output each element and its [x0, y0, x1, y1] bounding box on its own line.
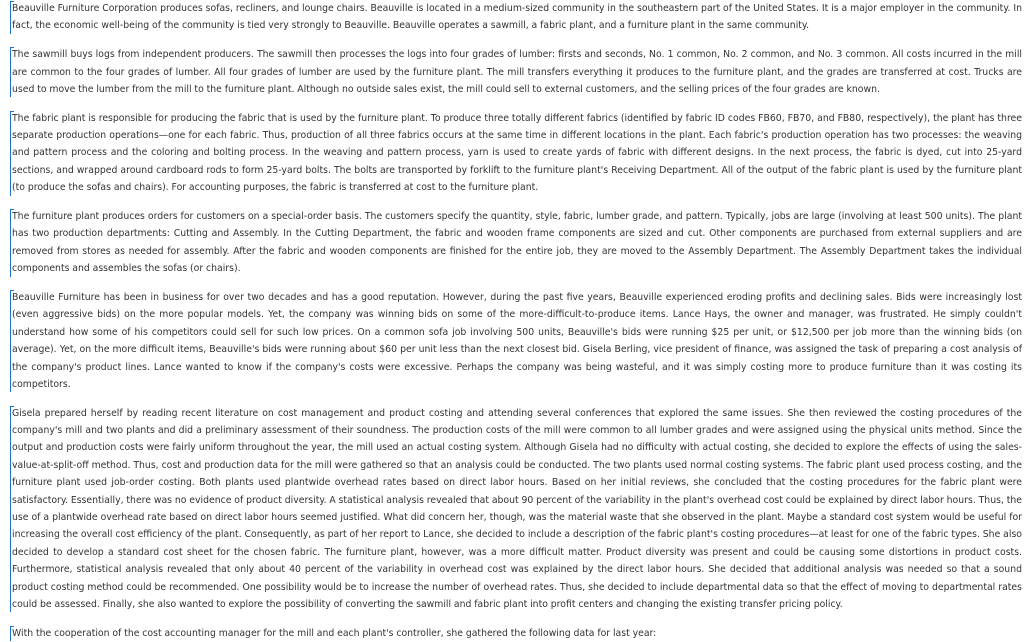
paragraph-data-intro: With the cooperation of the cost accounting manager for the mill and each plant's controller, she gathered the following data for last year:	[12, 625, 1024, 642]
paragraph-sawmill: The sawmill buys logs from independent producers. The sawmill then processes the logs into four grades of lumber: firsts and seconds, No. 1 common, No. 2 common, and No. 3 common. All costs incurred in the mill are common to the four grades of lumber. All four grades of lumber are used by the furniture plant. The mill transfers everything it produces to the furniture plant, and the grades are transferred at cost. Trucks are used to move the lumber from the mill to the furniture plant. Although no outside sales exist, the mill could sell to external customers, and the selling prices of the four grades are known.	[12, 46, 1024, 98]
paragraph-gisela-analysis: Gisela prepared herself by reading recent literature on cost management and product costing and attending several conferences that explored the same issues. She then reviewed the costing procedures of the company's mill and two plants and did a preliminary assessment of their soundness. The production costs of the mill were common to all lumber grades and were assigned using the physical units method. Since the output and production costs were fairly uniform throughout the year, the mill used an actual costing system. Although Gisela had no difficulty with actual costing, she decided to explore the effects of using the sales-value-at-split-off method. Thus, cost and production data for the mill were gathered so that an analysis could be conducted. The two plants used normal costing systems. The fabric plant used process costing, and the furniture plant used job-order costing. Both plants used plantwide overhead rates based on direct labor hours. Based on her initial reviews, she concluded that the costing procedures for the fabric plant were satisfactory. Essentially, there was no evidence of product diversity. A statistical analysis revealed that about 90 percent of the variability in the plant's overhead cost could be explained by direct labor hours. Thus, the use of a plantwide overhead rate based on direct labor hours seemed justified. What did concern her, though, was the material waste that she observed in the plant. Maybe a standard cost system would be useful for increasing the overall cost efficiency of the plant. Consequently, as part of her report to Lance, she decided to include a description of the fabric plant's costing procedures—at least for one of the fabric types. She also decided to develop a standard cost sheet for the chosen fabric. The furniture plant, however, was a more difficult matter. Product diversity was present and could be causing some distortions in product costs. Furthermore, statistical analysis revealed that only about 40 percent of the variability in overhead cost was explained by the direct labor hours. She decided that additional analysis was needed so that a sound product costing method could be recommended. One possibility would be to increase the number of overhead rates. Thus, she decided to include departmental data so that the effect of moving to departmental rates could be assessed. Finally, she also wanted to explore the possibility of converting the sawmill and fabric plant into profit centers and changing the existing transfer pricing policy.	[12, 405, 1024, 614]
paragraph-company-overview: Beauville Furniture Corporation produces sofas, recliners, and lounge chairs. Beauville is located in a medium-sized community in the southeastern part of the United States. It is a major employer in the community. In fact, the economic well-being of the community is tied very strongly to Beauville. Beauville operates a sawmill, a fabric plant, and a furniture plant in the same community.	[12, 0, 1024, 35]
paragraph-business-history: Beauville Furniture has been in business for over two decades and has a good reputation. However, during the past five years, Beauville experienced eroding profits and declining sales. Bids were increasingly lost (even aggressive bids) on the more popular models. Yet, the company was winning bids on some of the more-difficult-to-produce items. Lance Hays, the owner and manager, was frustrated. He simply couldn't understand how some of his competitors could sell for such low prices. On a common sofa job involving 500 units, Beauville's bids were running $25 per unit, or $12,500 per job more than the winning bids (on average). Yet, on the more difficult items, Beauville's bids were running about $60 per unit less than the next closest bid. Gisela Berling, vice president of finance, was assigned the task of preparing a cost analysis of the company's product lines. Lance wanted to know if the company's costs were excessive. Perhaps the company was being wasteful, and it was simply costing more to produce furniture than it was costing its competitors.	[12, 289, 1024, 393]
paragraph-furniture-plant: The furniture plant produces orders for customers on a special-order basis. The customers specify the quantity, style, fabric, lumber grade, and pattern. Typically, jobs are large (involving at least 500 units). The plant has two production departments: Cutting and Assembly. In the Cutting Department, the fabric and wooden frame components are sized and cut. Other components are purchased from external suppliers and are removed from stores as needed for assembly. After the fabric and wooden components are finished for the entire job, they are moved to the Assembly Department. The Assembly Department takes the individual components and assembles the sofas (or chairs).	[12, 208, 1024, 278]
paragraph-fabric-plant: The fabric plant is responsible for producing the fabric that is used by the furniture plant. To produce three totally different fabrics (identified by fabric ID codes FB60, FB70, and FB80, respectively), the plant has three separate production operations—one for each fabric. Thus, production of all three fabrics occurs at the same time in different locations in the plant. Each fabric's production operation has two processes: the weaving and pattern process and the coloring and bolting process. In the weaving and pattern process, yarn is used to create yards of fabric with different designs. In the next process, the fabric is dyed, cut into 25-yard sections, and wrapped around cardboard rods to form 25-yard bolts. The bolts are transported by forklift to the furniture plant's Receiving Department. All of the output of the fabric plant is used by the furniture plant (to produce the sofas and chairs). For accounting purposes, the fabric is transferred at cost to the furniture plant.	[12, 110, 1024, 197]
